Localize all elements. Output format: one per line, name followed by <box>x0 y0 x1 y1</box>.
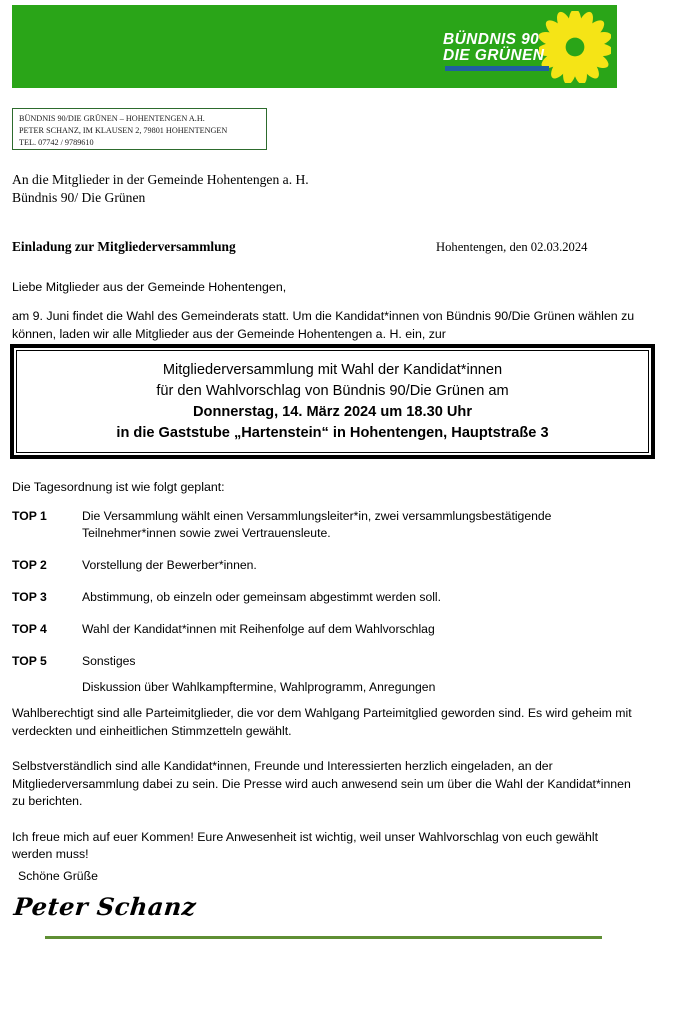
recipient-line-2: Bündnis 90/ Die Grünen <box>12 190 146 205</box>
subject-date-row <box>12 238 645 258</box>
agenda-item-text: Abstimmung, ob einzeln oder gemeinsam abgestimmt werden soll. <box>82 590 442 604</box>
agenda-item <box>12 508 639 542</box>
footer-rule <box>45 936 602 939</box>
intro-section <box>12 279 639 343</box>
agenda-list <box>12 508 639 711</box>
closing-section <box>12 705 639 882</box>
logo-line-1: BÜNDNIS 90 <box>443 31 540 48</box>
agenda-item-label: TOP 1 <box>12 509 47 523</box>
agenda-subtext: Diskussion über Wahlkampftermine, Wahlprogramm, Anregungen <box>82 680 436 694</box>
closing-paragraph-2: Selbstverständlich sind alle Kandidat*innen, Freunde und Interessierten herzlich eingeladen, an der Mitgliederversammlung dabei zu sein. Die Presse wird auch anwesend sein um über die Wahl der Kandidat*innen zu berichten. <box>12 759 631 808</box>
agenda-item-text: Sonstiges <box>82 654 136 668</box>
greeting-text: Schöne Grüße <box>18 869 98 883</box>
recipient-address <box>12 171 462 207</box>
header-banner <box>12 5 617 88</box>
logo-line-2: DIE GRÜNEN <box>443 47 545 64</box>
agenda-item-label: TOP 2 <box>12 558 47 572</box>
party-logo <box>443 11 613 85</box>
agenda-item-label: TOP 4 <box>12 622 47 636</box>
agenda-item-text: Vorstellung der Bewerber*innen. <box>82 558 257 572</box>
document-subject: Einladung zur Mitgliederversammlung <box>12 239 236 254</box>
agenda-item-label: TOP 3 <box>12 590 47 604</box>
agenda-item-label: TOP 5 <box>12 654 47 668</box>
sender-line-3: TEL. 07742 / 9789610 <box>19 138 94 148</box>
recipient-line-1: An die Mitglieder in der Gemeinde Hohentengen a. H. <box>12 172 309 187</box>
agenda-item-text: Die Versammlung wählt einen Versammlungsleiter*in, zwei versammlungsbestätigende Teilnehmer*innen sowie zwei Vertrauensleute. <box>82 509 552 540</box>
sender-line-1: BÜNDNIS 90/DIE GRÜNEN – HOHENTENGEN A.H. <box>19 114 205 123</box>
agenda-item <box>12 621 639 638</box>
agenda-item <box>12 557 639 574</box>
closing-paragraph-1: Wahlberechtigt sind alle Parteimitglieder, die vor dem Wahlgang Parteimitglied geworden sind. Es wird geheim mit verdeckten und einheitlichen Stimmzetteln gewählt. <box>12 706 632 738</box>
closing-paragraph-3: Ich freue mich auf euer Kommen! Eure Anwesenheit ist wichtig, weil unser Wahlvorschlag von euch gewählt werden muss! <box>12 829 598 861</box>
agenda-item <box>12 589 639 606</box>
sender-address-box <box>12 108 267 150</box>
intro-paragraph: am 9. Juni findet die Wahl des Gemeinderats statt. Um die Kandidat*innen von Bündnis 90/Die Grünen wählen zu können, laden wir alle Mitglieder aus der Gemeinde Hohentengen a. H. ein, zur <box>12 309 635 341</box>
event-line-3: Donnerstag, 14. März 2024 um 18.30 Uhr <box>192 403 472 420</box>
agenda-item-text: Wahl der Kandidat*innen mit Reihenfolge auf dem Wahlvorschlag <box>82 622 435 636</box>
logo-wordmark <box>443 32 563 71</box>
event-line-1: Mitgliederversammlung mit Wahl der Kandidat*innen <box>162 361 503 378</box>
sender-line-2: PETER SCHANZ, IM KLAUSEN 2, 79801 HOHENTENGEN <box>19 126 228 136</box>
agenda-item <box>12 653 639 670</box>
agenda-intro: Die Tagesordnung ist wie folgt geplant: <box>12 480 225 494</box>
logo-underbar <box>445 66 549 71</box>
event-line-2: für den Wahlvorschlag von Bündnis 90/Die Grünen am <box>156 382 509 399</box>
event-line-4: in die Gaststube „Hartenstein“ in Hohentengen, Hauptstraße 3 <box>116 424 549 441</box>
event-highlight-inner <box>16 350 649 453</box>
event-highlight-box <box>10 344 655 459</box>
document-date: Hohentengen, den 02.03.2024 <box>436 240 588 254</box>
salutation: Liebe Mitglieder aus der Gemeinde Hohentengen, <box>12 280 287 294</box>
signature: Peter Schanz <box>12 892 198 921</box>
